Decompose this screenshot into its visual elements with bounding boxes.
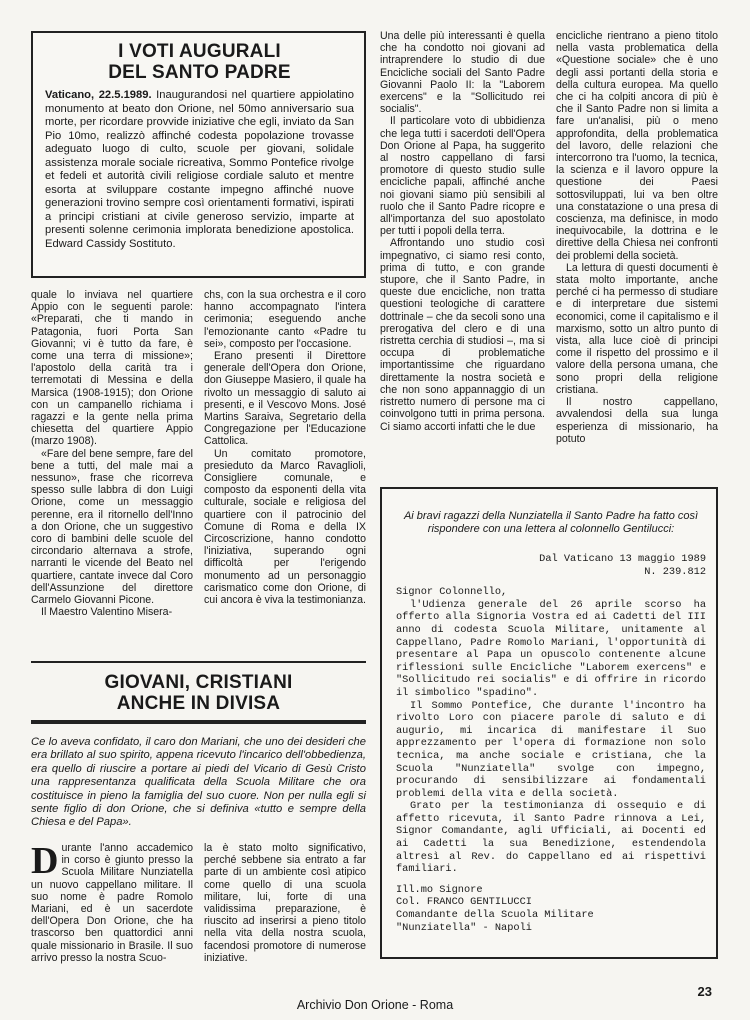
article1-col1-para: Il Maestro Valentino Misera-: [41, 606, 173, 619]
article1-col1: [31, 289, 193, 618]
article2-col1: [31, 842, 193, 964]
letter-box: [380, 487, 718, 959]
column4-para: La lettura di questi documenti è stata molto importante, anche perché ci ha permesso di studiare e di interpretare due sistemi economici, come il capitalismo e il marxismo, sotto un altro punto di vista, alla luce cioè di principi come il rispetto del prossimo e il valore della persona umana, che sono propri della religione cristiana.: [556, 261, 718, 396]
letter-number: N. 239.812: [644, 565, 706, 578]
article1-title-line1: I VOTI AUGURALI: [118, 41, 281, 62]
article2-title-line2: ANCHE IN DIVISA: [116, 693, 281, 714]
article2-top-rule: [31, 661, 366, 663]
column3-para: Una delle più interessanti è quella che ha condotto noi giovani ad intraprendere lo studio di due Encicliche sociali del Santo Padre Giovanni Paolo II: la "Laborem exercens" e la "Sollicitudo rei socialis".: [380, 30, 545, 116]
article1-col2-para: chs, con la sua orchestra e il coro hanno accompagnato l'intera cerimonia; eseguendo anche l'emozionante canto «Padre tu sei», composto per l'occasione.: [204, 289, 366, 350]
page-number: 23: [697, 984, 712, 999]
article2-intro-text: Ce lo aveva confidato, il caro don Mariani, che uno dei desideri che era brillato al suo spirito, appena ricevuto l'incarico dell'obbedienza, era quello di riuscire a portare ai piedi del Vicario di Gesù Cristo una rappresentanza qualificata della Scuola Militare che ora costituisce in pieno la famiglia del suo cuore. Non per nulla egli si sente figlio di don Orione, che si definiva «tutto e sempre della Chiesa e del Papa».: [31, 736, 366, 829]
article1-box: [31, 31, 366, 278]
letter-body: [396, 553, 706, 934]
letter-date: Dal Vaticano 13 maggio 1989: [539, 553, 706, 565]
column3-para: Il particolare voto di ubbidienza che lega tutti i sacerdoti dell'Opera Don Orione al Papa, ha suggerito al nostro cappellano di farsi promotore di questo studio sulle encicliche papali, affinché anche noi giovani siamo più sensibili al ruolo che il Santo Padre ricopre e all'importanza del suo apostolato per tutti i popoli della terra.: [380, 115, 545, 238]
article1-telegram: [45, 89, 354, 251]
article2-col1-text: urante l'anno accademico in corso è giunto presso la Scuola Militare Nunziatella un nuovo cappellano militare. Il suo nome è padre Romolo Mariani, ed è un sacerdote dell'Opera Don Orione, che ha trascorso ben quattordici anni quale missionario in Brasile. Il suo arrivo presso la nostra Scuo-: [31, 842, 193, 964]
column4: [556, 30, 718, 445]
article1-col1-para: «Fare del bene sempre, fare del bene a tutti, del male mai a nessuno», frase che ricorreva spesso sulle labbra di don Luigi Orione, come un messaggio perenne, era il ritornello dell'Inno a don Orione, che un suggestivo coro di bambini delle scuole del circondario alternava a strofe, narranti le vicende del Beato nel quartiere, cantate invece dal Coro dell'Assunzione del direttore Carmelo Giovanni Picone.: [31, 447, 193, 607]
letter-salutation: Signor Colonnello,: [396, 586, 508, 599]
article2-title-line1: GIOVANI, CRISTIANI: [104, 672, 293, 693]
article2-title: [31, 672, 366, 714]
article2-intro: [31, 736, 366, 830]
article2-bottom-rule: [31, 720, 366, 724]
column4-para: encicliche rientrano a pieno titolo nella vasta problematica della «Questione sociale» che è uno degli assi portanti della storia e della cultura europea. Ma quello che ci ha colpiti ancora di più è che il Santo Padre non si limita a fare un'analisi, più o meno approfondita, della problematica del lavoro, delle relazioni che intercorrono tra l'uomo, la tecnica, la scienza e il lavoro oppure la questione dei Paesi sottosviluppati, lui va ben oltre una constatazione o una presa di coscienza, ma definisce, in modo inequivocabile, la dottrina e le direttive della Chiesa nei confronti dei problemi della società.: [556, 30, 718, 262]
article2-col2: [204, 842, 366, 964]
column3: [380, 30, 545, 433]
column4-para: Il nostro cappellano, avvalendosi della sua lunga esperienza di missionario, ha potuto: [556, 396, 718, 445]
column3-para: Affrontando uno studio così impegnativo, ci siamo resi conto, prima di tutto, e con grande stupore, che il Santo Padre, in queste due encicliche, non tratta questioni teologiche di carattere dottrinale – che da secoli sono una prerogativa del clero e di una ristretta cerchia di studiosi –, ma si occupa di problematiche importantissime che riguardano direttamente la nostra società e che non sono appannaggio di un ristretto numero di persone ma ci coinvolgono tutti in prima persona. Ci siamo accorti infatti che le due: [380, 237, 545, 433]
article1-body: Inaugurandosi nel quartiere appiolatino monumento at beato don Orione, nel 50mo anniversario sua morte, per ricordare provvide iniziative che egli, inviato da San Pio 10mo, realizzò affinché codesta popolazione trovasse adeguato luogo di culto, scuole per giovani, solidale assistenza morale sociale ricreativa, Sommo Pontefice rivolge et fedeli et autorità civili religiose cordiale saluto et mentre esorta at sviluppare costante impegno affinché nuove generazioni trovino sempre così orientamenti formativi, ispirati a principi cristiani at civile generoso servizio, imparte at presenti solenne cerimonia implorata benedizione apostolica.: [45, 89, 354, 236]
article1-col2: [204, 289, 366, 606]
article1-dateline: Vaticano, 22.5.1989.: [45, 89, 152, 101]
letter-addressee-line: Comandante della Scuola Militare: [396, 909, 594, 922]
article1-signature: Edward Cassidy Sostituto.: [45, 237, 176, 250]
letter-intro-text: Ai bravi ragazzi della Nunziatella il Santo Padre ha fatto così rispondere con una lettera al colonnello Gentilucci:: [403, 510, 699, 535]
archive-footer: Archivio Don Orione - Roma: [296, 998, 454, 1012]
letter-paragraph: Il Sommo Pontefice, Che durante l'incontro ha rivolto Loro con piacere parole di saluto e di augurio, mi incarica di manifestare il Suo apprezzamento per l'opera di formazione non solo tecnica, ma anche sociale e cristiana, che la Scuola "Nunziatella" svolge con impegno, procurando di sensibilizzare ai fondamentali problemi della vita e della società.: [396, 699, 706, 800]
article1-col1-para: quale lo inviava nel quartiere Appio con le seguenti parole: «Preparati, che ti mando in Patagonia, fuori Porta San Giovanni; vi è tutto da fare, è come una terra di missione»; l'apostolo della carità tra i terremotati di Messina e della Marsica (1908-1915); don Orione con un campanello richiama i ragazzi e la gente nella prima chiesetta del quartiere Appio (marzo 1908).: [31, 289, 193, 448]
article2-dropcap: D: [31, 840, 59, 882]
letter-addressee-line: Col. FRANCO GENTILUCCI: [396, 896, 532, 909]
article1-col2-para: Erano presenti il Direttore generale dell'Opera don Orione, don Giuseppe Masiero, il quale ha rivolto un messaggio di saluto ai presenti, e il Vescovo Mons. José Martins Saraiva, Segretario della Congregazione per l'Educazione Cattolica.: [204, 350, 366, 448]
article1-title-line2: DEL SANTO PADRE: [108, 62, 291, 83]
letter-paragraph: Grato per la testimonianza di ossequio e di affetto ricevuta, il Santo Padre rinnova a Lei, Signor Comandante, agli Ufficiali, ai Docenti ed ai Cadetti la sua Benedizione, estendendola altresì al Rev. do Cappellano ed ai rispettivi familiari.: [396, 800, 706, 876]
letter-addressee-line: Ill.mo Signore: [396, 883, 483, 896]
article1-title: [45, 41, 354, 83]
article1-col2-para: Un comitato promotore, presieduto da Marco Ravaglioli, Consigliere comunale, e composto da esponenti della vita culturale, sociale e religiosa del quartiere con il patrocinio del Comune di Roma e della IX Circoscrizione, hanno condotto l'iniziativa, superando ogni difficoltà per l'erigendo monumento ad un personaggio carismatico come don Orione, di cui ancora è viva la testimonianza.: [204, 447, 366, 607]
article2-col2-text: la è stato molto significativo, perché sebbene sia entrato a far parte di un ambiente così atipico come quello di una scuola militare, lui, forte di una validissima preparazione, è riuscito ad inserirsi a pieno titolo nella vita della nostra scuola, facendosi promotore di numerose iniziative.: [204, 842, 366, 964]
letter-addressee: [396, 884, 706, 934]
letter-intro: [398, 510, 704, 536]
letter-paragraph: l'Udienza generale del 26 aprile scorso ha offerto alla Signoria Vostra ed ai Cadetti del III anno di codesta Scuola Militare, unitamente al Cappellano, Padre Romolo Mariani, l'opportunità di presentare al Papa un opuscolo contenente alcune riflessioni sulle Encicliche "Laborem exercens" e "Sollicitudo rei socialis" e di offrire in ricordo il simbolico "spadino".: [396, 598, 706, 699]
letter-addressee-line: "Nunziatella" - Napoli: [396, 921, 532, 934]
